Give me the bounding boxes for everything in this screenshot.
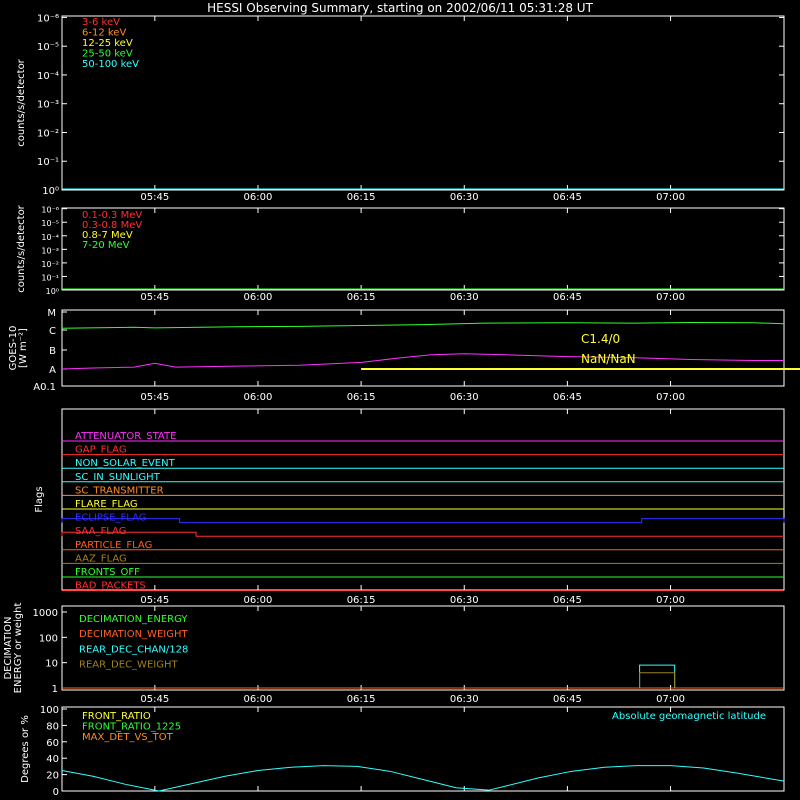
legend-entry: 0.3-0.8 MeV xyxy=(82,220,143,231)
y-tick-label: A0.1 xyxy=(33,382,56,393)
legend-entry: 6-12 keV xyxy=(82,27,127,39)
y-tick-label: 1 xyxy=(51,684,58,695)
y-axis-label: GOES-10 xyxy=(8,325,19,371)
x-tick-label: 06:00 xyxy=(243,694,273,705)
y-axis-label: counts/s/detector xyxy=(16,59,27,147)
x-tick-label: 06:00 xyxy=(243,292,273,303)
legend-entry: 12-25 keV xyxy=(82,38,133,49)
legend-entry: MAX_DET_VS_TOT xyxy=(82,732,173,743)
x-tick-label: 06:45 xyxy=(552,292,582,303)
x-tick-label: 06:30 xyxy=(449,292,479,303)
y-tick-label: 10⁰ xyxy=(45,287,59,296)
legend-entry: 3-6 keV xyxy=(82,17,120,28)
legend-entry: REAR_DEC_CHAN/128 xyxy=(79,644,189,656)
flag-label: SC_IN_SUNLIGHT xyxy=(75,471,160,483)
legend-entry: 0.1-0.3 MeV xyxy=(82,210,143,221)
flag-label: AAZ_FLAG xyxy=(75,553,127,565)
y-tick-label: 1000 xyxy=(32,608,58,619)
x-tick-label: 06:45 xyxy=(552,595,582,606)
legend-entry: REAR_DEC_WEIGHT xyxy=(79,659,178,671)
flag-label: FLARE_FLAG xyxy=(75,499,138,510)
x-tick-label: 06:15 xyxy=(346,595,376,606)
y-tick-label: M xyxy=(47,308,56,319)
x-tick-label: 06:15 xyxy=(346,694,376,705)
x-tick-label: 06:00 xyxy=(243,595,273,606)
legend-entry: 0.8-7 MeV xyxy=(82,230,133,241)
x-tick-label: 06:30 xyxy=(449,392,479,403)
x-tick-label: 06:45 xyxy=(552,192,582,203)
legend-entry: 25-50 keV xyxy=(82,48,133,60)
y-axis-label: DECIMATION xyxy=(3,616,14,680)
x-tick-label: 05:45 xyxy=(140,192,170,203)
x-tick-label: 06:00 xyxy=(243,392,273,403)
x-tick-label: 06:15 xyxy=(346,292,376,303)
x-tick-label: 07:00 xyxy=(656,192,685,203)
x-tick-label: 06:30 xyxy=(449,694,479,705)
legend-entry: 7-20 MeV xyxy=(82,240,130,251)
y-axis-label: Flags xyxy=(34,486,45,513)
x-tick-label: 06:00 xyxy=(243,192,273,203)
x-tick-label: 06:30 xyxy=(449,595,479,606)
goes-annotation: NaN/NaN xyxy=(581,352,636,366)
x-tick-label: 07:00 xyxy=(656,392,685,403)
flag-label: FRONTS_OFF xyxy=(75,567,140,578)
y-tick-label: 10⁻³ xyxy=(41,246,59,256)
y-tick-label: 40 xyxy=(46,754,59,766)
x-tick-label: 06:45 xyxy=(552,392,582,403)
goes-annotation: C1.4/0 xyxy=(581,332,621,346)
x-tick-label: 05:45 xyxy=(140,595,170,606)
y-tick-label: 10⁻⁵ xyxy=(41,219,59,229)
flag-label: SAA_FLAG xyxy=(75,526,127,538)
y-axis-label: Degrees or % xyxy=(20,715,31,783)
y-tick-label: B xyxy=(49,346,56,357)
y-tick-label: A xyxy=(49,365,56,376)
x-tick-label: 06:15 xyxy=(346,192,376,203)
x-tick-label: 05:45 xyxy=(140,694,170,705)
y-axis-label: counts/s/detector xyxy=(16,205,27,293)
x-tick-label: 05:45 xyxy=(140,292,170,303)
ratio-annotation: Absolute geomagnetic latitude xyxy=(612,711,766,722)
y-tick-label: 10⁻⁶ xyxy=(36,13,59,25)
y-tick-label: 10⁻¹ xyxy=(41,273,59,283)
x-tick-label: 06:30 xyxy=(449,192,479,203)
y-tick-label: 10⁰ xyxy=(42,186,59,197)
y-tick-label: 100 xyxy=(38,633,58,645)
flag-label: BAD_PACKETS xyxy=(75,580,146,592)
y-axis-label-2: ENERGY or weight xyxy=(13,602,24,694)
y-tick-label: 10⁻² xyxy=(36,128,59,140)
x-tick-label: 06:45 xyxy=(552,694,582,705)
flag-label: ATTENUATOR_STATE xyxy=(75,431,177,442)
y-tick-label: 10⁻⁴ xyxy=(36,70,59,82)
y-tick-label: 0 xyxy=(52,787,59,798)
legend-entry: FRONT_RATIO xyxy=(82,711,151,722)
flag-label: ECLIPSE_FLAG xyxy=(75,512,147,524)
y-tick-label: 100 xyxy=(39,705,59,716)
y-tick-label: 10 xyxy=(45,658,58,670)
legend-entry: FRONT_RATIO_1225 xyxy=(82,721,182,733)
y-tick-label: 10⁻³ xyxy=(36,99,59,111)
y-tick-label: 20 xyxy=(46,770,59,782)
x-tick-label: 05:45 xyxy=(140,392,170,403)
y-tick-label: 10⁻⁶ xyxy=(41,205,59,215)
y-tick-label: 80 xyxy=(46,721,59,733)
flag-label: GAP_FLAG xyxy=(75,444,127,456)
legend-entry: DECIMATION_ENERGY xyxy=(79,614,188,625)
flag-label: PARTICLE_FLAG xyxy=(75,539,153,551)
x-tick-label: 07:00 xyxy=(656,292,685,303)
figure-title: HESSI Observing Summary, starting on 2002/06/11 05:31:28 UT xyxy=(207,1,593,15)
y-tick-label: 10⁻⁵ xyxy=(36,42,59,54)
y-tick-label: 10⁻² xyxy=(41,259,59,269)
y-tick-label: C xyxy=(49,326,56,337)
x-tick-label: 07:00 xyxy=(656,595,685,606)
y-axis-label-units: [W m⁻²] xyxy=(18,328,29,368)
x-tick-label: 07:00 xyxy=(656,694,685,705)
flag-label: NON_SOLAR_EVENT xyxy=(75,458,175,470)
legend-entry: DECIMATION_WEIGHT xyxy=(79,629,188,641)
legend-entry: 50-100 keV xyxy=(82,59,140,70)
y-tick-label: 60 xyxy=(46,737,59,749)
x-tick-label: 06:15 xyxy=(346,392,376,403)
y-tick-label: 10⁻⁴ xyxy=(41,232,59,242)
flag-label: SC_TRANSMITTER xyxy=(75,485,164,497)
y-tick-label: 10⁻¹ xyxy=(36,157,59,169)
